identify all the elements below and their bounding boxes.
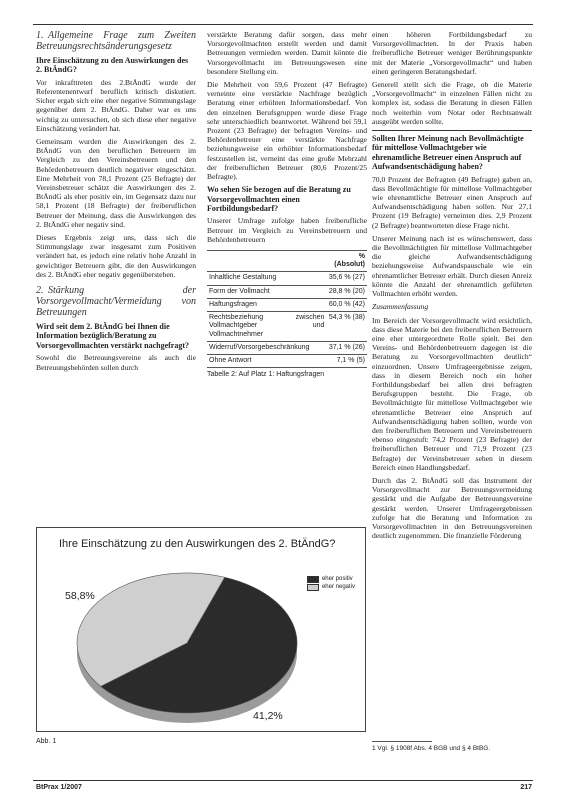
table-row: Widerruf/Vorsorgebeschränkung 37,1 % (26) bbox=[207, 341, 367, 354]
table-row: Haftungsfragen 60,0 % (42) bbox=[207, 298, 367, 311]
chart-title: Ihre Einschätzung zu den Auswirkungen des 2. BtÄndG? bbox=[59, 538, 336, 550]
paragraph: einen höheren Fortbildungsbedarf zu Vorsorgevollmachten. In der Praxis haben freiberufliche Betreuer weniger Berührungspunkte mit der Materie „Vorsorgevollmacht“ und haben einen geringeren Beratungsbedarf. bbox=[372, 30, 532, 76]
legend-item: eher positiv bbox=[307, 576, 355, 583]
paragraph: Sowohl die Betreuungsvereine als auch die Betreuungsbehörden sollen durch bbox=[36, 353, 196, 372]
slice-label-negative: 41,2% bbox=[253, 710, 283, 722]
legend-item: eher negativ bbox=[307, 584, 355, 591]
table-header: % (Absolut) bbox=[326, 251, 367, 272]
paragraph: verstärkte Beratung dafür sorgen, dass mehr Vorsorgevollmachten erstellt werden und damit Betreuungen vermieden werden. Damit könnte die Vorsorgevollmacht im Betreuungswesen eine besondere Stellung ein. bbox=[207, 30, 367, 76]
section-1-question: Ihre Einschätzung zu den Auswirkungen des 2. BtÄndG? bbox=[36, 56, 189, 75]
paragraph: Vor inkrafttreten des 2.BtÄndG wurde der Referentenentwurf beruflich kritisch diskutiert. Sicher ergab sich eine eher negative Stimmungslage gegenüber dem 2. BtÄndG. Daher war es uns wichtig zu untersuchen, ob sich diese eher negative Einschätzung verändert hat. bbox=[36, 77, 196, 133]
section-2-question: Wird seit dem 2. BtÄndG bei Ihnen die Information bezüglich/Beratung zu Vorsorgevollmachten verstärkt nachgefragt? bbox=[36, 322, 190, 350]
chart-legend bbox=[307, 576, 355, 592]
paragraph: Unserer Umfrage zufolge haben freiberufliche Betreuer im Vergleich zu Vereinsbetreuern und Behördenbetreuern bbox=[207, 216, 367, 244]
paragraph: Dieses Ergebnis zeigt uns, dass sich die Stimmungslage zwar insgesamt zum Positiven verändert hat, es jedoch eine relativ hohe Anzahl in gewichtiger Betreuern gibt, die den Auswirkungen des 2. BtÄndG eher negativ gegenüberstehen. bbox=[36, 233, 196, 279]
top-rule bbox=[33, 24, 533, 25]
footnote: 1 Vgl. § 1908f Abs. 4 BGB und § 4 BtBG. bbox=[372, 745, 491, 752]
paragraph: Die Mehrheit von 59,6 Prozent (47 Befragte) verneinte eine verstärkte Nachfrage bezüglich Beratung einer erhöhten Informationsbedarf. Von den einzelnen Berufsgruppen wurde diese Frage sehr unterschiedlich beantwortet. Während bei 59,1 Prozent (23 Befragte) der befragten Vereins- und Behördenbetreuer eine verstärkte Nachfrage beziehungsweise ein erhöhter Informationsbedarf festzustellen ist, verneint das eine große Mehrzahl der freiberuflichen Betreuer (80,6 Prozent/25 Befragte). bbox=[207, 80, 367, 182]
legend-swatch bbox=[307, 576, 319, 583]
page-number: 217 bbox=[520, 784, 532, 791]
paragraph: Gemeinsam wurden die Auswirkungen des 2. BtÄndG von den beruflichen Betreuern im Vergleich zu den Vereinsbetreuern und den Behördenbetreuern deutlich negativer eingeschätzt. Eine Mehrheit von 78,1 Prozent (25 Befragte) der Vereinsbetreuer schätzt die Auswirkungen des 2. BtÄndG als eher positiv ein, im Gegensatz dazu nur 58,1 Prozent (18 Befragte) der freiberuflichen Betreuer der Meinung, dass die Auswirkungen des 2. BtÄndG eher negativ sind. bbox=[36, 137, 196, 229]
section-question: Sollten Ihrer Meinung nach Bevollmächtigte für mittellose Vollmachtgeber wie ehrenamtliche Betreuer einen Anspruch auf Aufwandsentschädigung haben? bbox=[372, 130, 532, 172]
table-caption: Tabelle 2: Auf Platz 1: Haftungsfragen bbox=[207, 371, 325, 379]
paragraph: Im Bereich der Vorsorgevollmacht wird ersichtlich, dass diese Materie bei den freiberuflichen Betreuern eine eher untergeordnete Rolle spielt. Bei den Vereins- und Behördenbetreuern dagegen ist die Beratung zu Vorsorgevollmachten deutlich“ einzuordnen. Unsere Umfrageergebnisse zeigen, dass in diesem Bereich noch ein hoher Fortbildungsbedarf bei allen drei befragten Berufsgruppen besteht. Die Frage, ob Bevollmächtigte für mittellose Vollmachtgeber wie ehrenamtliche Betreuer eine Anspruch auf Aufwandsentschädigung haben sollten, wurde von den freiberuflichen Betreuern und Vereinsbetreuern ebenso eingestuft: 74,2 Prozent (23 Befragte) der freiberuflichen Betreuer und 71,9 Prozent (23 Befragte) der Vereinsbetreuer sehen in diesem Bereich einen Handlungsbedarf. bbox=[372, 315, 532, 472]
table-row: Inhaltliche Gestaltung 35,6 % (27) bbox=[207, 272, 367, 285]
pie-chart-figure bbox=[36, 527, 366, 732]
table-row: Ohne Antwort 7,1 % (5) bbox=[207, 354, 367, 367]
footnote-rule bbox=[372, 741, 432, 742]
column-3 bbox=[372, 30, 532, 544]
subheading: Zusammenfassung bbox=[372, 302, 429, 312]
section-2-heading: 2. Stärkung der Vorsorgevollmacht/Vermeidung von Betreuungen bbox=[36, 285, 196, 319]
pie-chart bbox=[37, 528, 365, 731]
bottom-rule bbox=[33, 780, 533, 781]
column-2 bbox=[207, 30, 367, 379]
paragraph: Durch das 2. BtÄndG soll das Instrument der Vorsorgevollmacht zur Betreuungsvermeidung gestärkt und die Aufgabe der Betreuungsvereine gestärkt werden. Unserer Umfrageergebnissen zufolge hat die Beratung und Information zu Vorsorgevollmachten in den Betreuungsvereinen deutlich zugenommen. Die finanzielle Förderung bbox=[372, 475, 532, 541]
section-1-heading: 1. Allgemeine Frage zum Zweiten Betreuungsrechtsänderungsgesetz bbox=[36, 30, 196, 52]
paragraph: 70,0 Prozent der Befragten (49 Befragte) gaben an, dass Bevollmächtigte für mittellose Vollmachtgeber wie ehrenamtliche Betreuer einen Anspruch auf Aufwandsentschädigung haben sollen. Nur 27,1 Prozent (19 Befragte) verneinten dies. 2,9 Prozent (2 Befragte) beantworteten diese Frage nicht. bbox=[372, 174, 532, 230]
slice-label-positive: 58,8% bbox=[65, 590, 95, 602]
figure-label: Abb. 1 bbox=[36, 738, 57, 745]
results-table bbox=[207, 250, 367, 368]
journal-name: BtPrax 1/2007 bbox=[36, 784, 82, 791]
table-row: Rechtsbeziehung zwischen Vollmachtgeber und Vollmachtnehmer 54,3 % (38) bbox=[207, 312, 367, 342]
paragraph: Generell stellt sich die Frage, ob die Materie „Vorsorgevollmacht“ in einzelnen Fällen nicht zu komplex ist, sodass die Beratung in diesen Fällen noch weiterhin vom Notar oder Rechtsanwalt ausgeübt werden sollte. bbox=[372, 80, 532, 126]
legend-swatch bbox=[307, 584, 319, 591]
section-question: Wo sehen Sie bezogen auf die Beratung zu Vorsorgevollmachten einen Fortbildungsbedarf? bbox=[207, 185, 351, 214]
table-row: Form der Vollmacht 28,8 % (20) bbox=[207, 285, 367, 298]
paragraph: Unserer Meinung nach ist es wünschenswert, dass die Bevollmächtigten für mittellose Vollmachtgeber die gleiche Aufwandsentschädigung beziehungsweise Aufwandspauschale wie ein ehrenamtlicher Betreuer erhält. Durch diesen Anreiz könnte die Anzahl der ehrenamtlich geführten Vollmachten erhöht werden. bbox=[372, 233, 532, 299]
column-1 bbox=[36, 30, 196, 376]
